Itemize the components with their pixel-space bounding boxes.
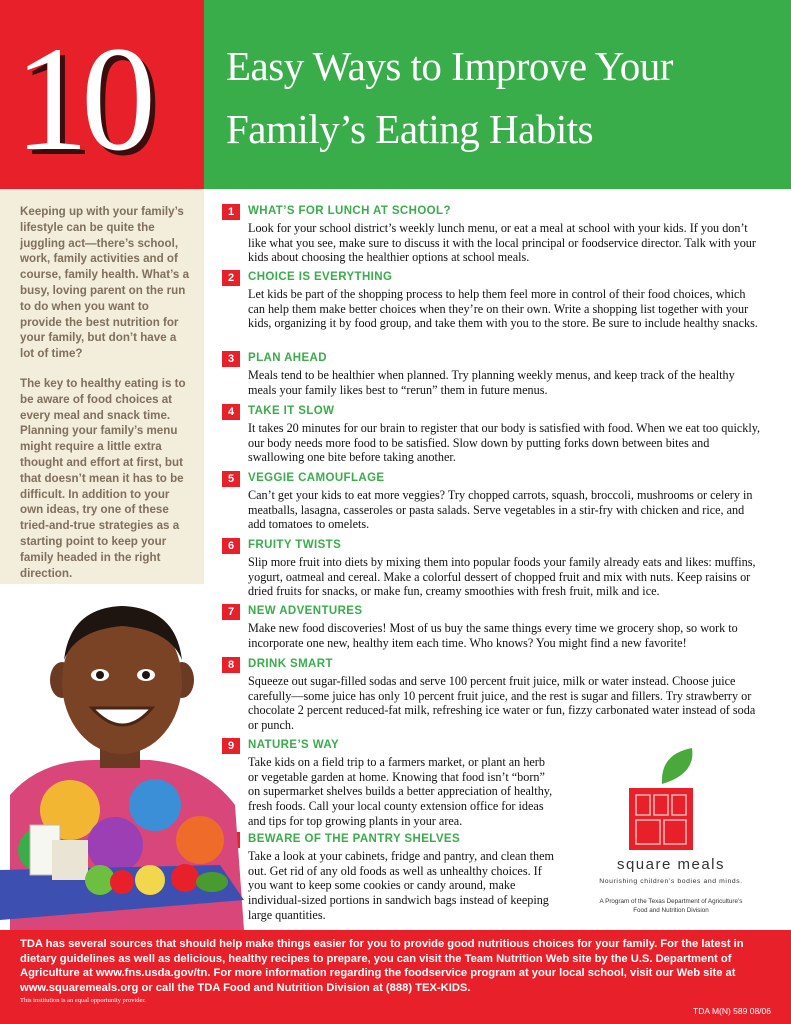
tip-title: FRUITY TWISTS [248,539,342,551]
tip-body: Take a look at your cabinets, fridge and pantry, and clean them out. Get rid of any old foods as well as unhealthy choices. If you want to keep some cookies or candy around, make individual-sized portions in sandwich bags instead of keeping large quantities. [248,849,554,922]
intro-paragraph-1: Keeping up with your family’s lifestyle can be quite the juggling act—there’s school, work, family activities and of course, family health. What’s a busy, loving parent on the run to do when you want to provide the best nutrition for your family, but don’t have a lot of time? [20,205,190,361]
usda-link[interactable]: www.fns.usda.gov/tn [95,967,208,980]
tip-7 [222,604,762,650]
tip-title: PLAN AHEAD [248,352,327,364]
team-nutrition-label: Team Nutrition [464,952,543,965]
tip-title: NATURE’S WAY [248,739,340,751]
footer-banner [0,930,791,1024]
tip-4 [222,404,762,464]
footer-text-part: . For more information regarding the foodservice program at your local school, visit our Web site at [207,967,736,980]
tip-body: Take kids on a field trip to a farmers market, or plant an herb or vegetable garden at home. Knowing that food isn’t “born” on supermarket shelves builds a better appreciation of healthy, fresh foods. Call your local county extension office for ideas and tips for top growing plants in your area. [248,755,553,828]
tip-3 [222,351,762,397]
square-meals-logo [560,744,782,924]
intro-paragraph-2: The key to healthy eating is to be aware of food choices at every meal and snack time. Planning your family’s menu might require a little extra thought and effort at first, but that doesn’t mean it has to be difficult. In addition to your own ideas, try one of these tried-and-true strategies as a starting point to keep your family headed in the right direction. [20,376,186,580]
tip-8 [222,657,762,732]
apple-tray-icon [626,744,696,850]
footer-text-part: or call the TDA Food and Nutrition Division at [138,981,386,994]
tip-title: DRINK SMART [248,658,333,670]
tip-title: CHOICE IS EVERYTHING [248,271,393,283]
tip-number-badge: 9 [222,738,240,754]
footer-text-part: Web site by the U.S. Department of Agriculture at [20,952,732,980]
footer-text-part: . [467,981,471,994]
tip-number-badge: 1 [222,204,240,220]
tip-number-badge: 3 [222,351,240,367]
tip-number-badge: 2 [222,270,240,286]
tip-title: NEW ADVENTURES [248,605,363,617]
logo-program-text [560,897,782,915]
tip-number-badge: 7 [222,604,240,620]
logo-name: square meals [616,856,726,873]
logo-tagline: Nourishing children’s bodies and minds. [599,878,743,885]
big-number-10: 10 [14,16,148,182]
tip-body: It takes 20 minutes for our brain to register that our body is satisfied with food. When we eat too quickly, our body needs more food to be satisfied. Slow down by putting forks down between bites and swallowing one bite before taking another. [248,421,761,465]
header-red-panel [0,0,204,189]
tip-number-badge: 5 [222,471,240,487]
tip-body: Make new food discoveries! Most of us buy the same things every time we grocery shop, so work to incorporate one new, healthy item each time. Who knows? You might find a new favorite! [248,621,738,650]
tda-phone-number: (888) TEX-KIDS [385,981,468,994]
tip-body: Look for your school district’s weekly lunch menu, or eat a meal at school with your kids. If you don’t like what you see, make sure to discuss it with the local principal or foodservice director. Talk with your kids about choosing the healthier options at school meals. [248,221,756,265]
tip-number-badge: 4 [222,404,240,420]
document-code: TDA M(N) 589 08/06 [693,1006,771,1016]
logo-program-line-2: Food and Nutrition Division [633,907,709,914]
tip-body: Meals tend to be healthier when planned. Try planning weekly menus, and keep track of the healthy meals your family likes best to “rerun” them in future menus. [248,368,735,397]
tip-title: WHAT’S FOR LUNCH AT SCHOOL? [248,205,451,217]
tip-1 [222,204,762,264]
tip-title: TAKE IT SLOW [248,405,335,417]
tip-number-badge: 6 [222,538,240,554]
tip-body: Can’t get your kids to eat more veggies? Try chopped carrots, squash, broccoli, mushrooms or celery in meatballs, lasagna, casseroles or pasta salads. Serve vegetables in a stir-fry with chicken and rice, and add tomatoes to omelets. [248,488,753,532]
tip-body: Squeeze out sugar-filled sodas and serve 100 percent fruit juice, milk or water instead. Choose juice carefully—some juice has only 10 percent fruit juice, and the rest is sugar and fillers. Try strawberry or chocolate 2 percent reduced-fat milk, refreshing ice water or fun, fizzy carbonated water instead of soda or punch. [248,674,756,733]
squaremeals-link[interactable]: www.squaremeals.org [20,981,139,994]
page-title-line-1: Easy Ways to Improve Your [226,43,673,89]
footer-text-part: TDA has several sources that should help make things easier for you to provide good nutritious choices for your family. For the latest in dietary guidelines as well as delicious, healthy recipes to prepare, you can visit the [20,938,744,965]
logo-program-line-1: A Program of the Texas Department of Agriculture’s [599,898,743,905]
tip-body: Slip more fruit into diets by mixing them into popular foods your family already eats and likes: muffins, yogurt, oatmeal and cereal. Make a colorful dessert of chopped fruit and mix with nuts. Keep raisins or dried fruits for snacks, or make fun, creamy smoothies with fresh fruit, milk and ice. [248,555,756,599]
page-title-line-2: Family’s Eating Habits [226,106,594,152]
tip-number-badge: 8 [222,657,240,673]
tip-5 [222,471,762,531]
tip-title: VEGGIE CAMOUFLAGE [248,472,385,484]
header-green-panel [204,0,791,189]
intro-sidebar [0,189,204,584]
equal-opportunity-notice: This institution is an equal opportunity provider. [20,997,146,1004]
child-with-lunch-tray-illustration [0,600,244,930]
tip-body: Let kids be part of the shopping process to help them feel more in control of their food choices, which can help them make better choices when they’re on their own. Write a shopping list together with your kids, organizing it by food group, and take them with you to the store. Be sure to include healthy snacks. [248,287,758,331]
tip-6 [222,538,762,598]
footer-resources-text [20,937,775,995]
tip-title: BEWARE OF THE PANTRY SHELVES [248,833,461,845]
tip-2 [222,270,762,345]
